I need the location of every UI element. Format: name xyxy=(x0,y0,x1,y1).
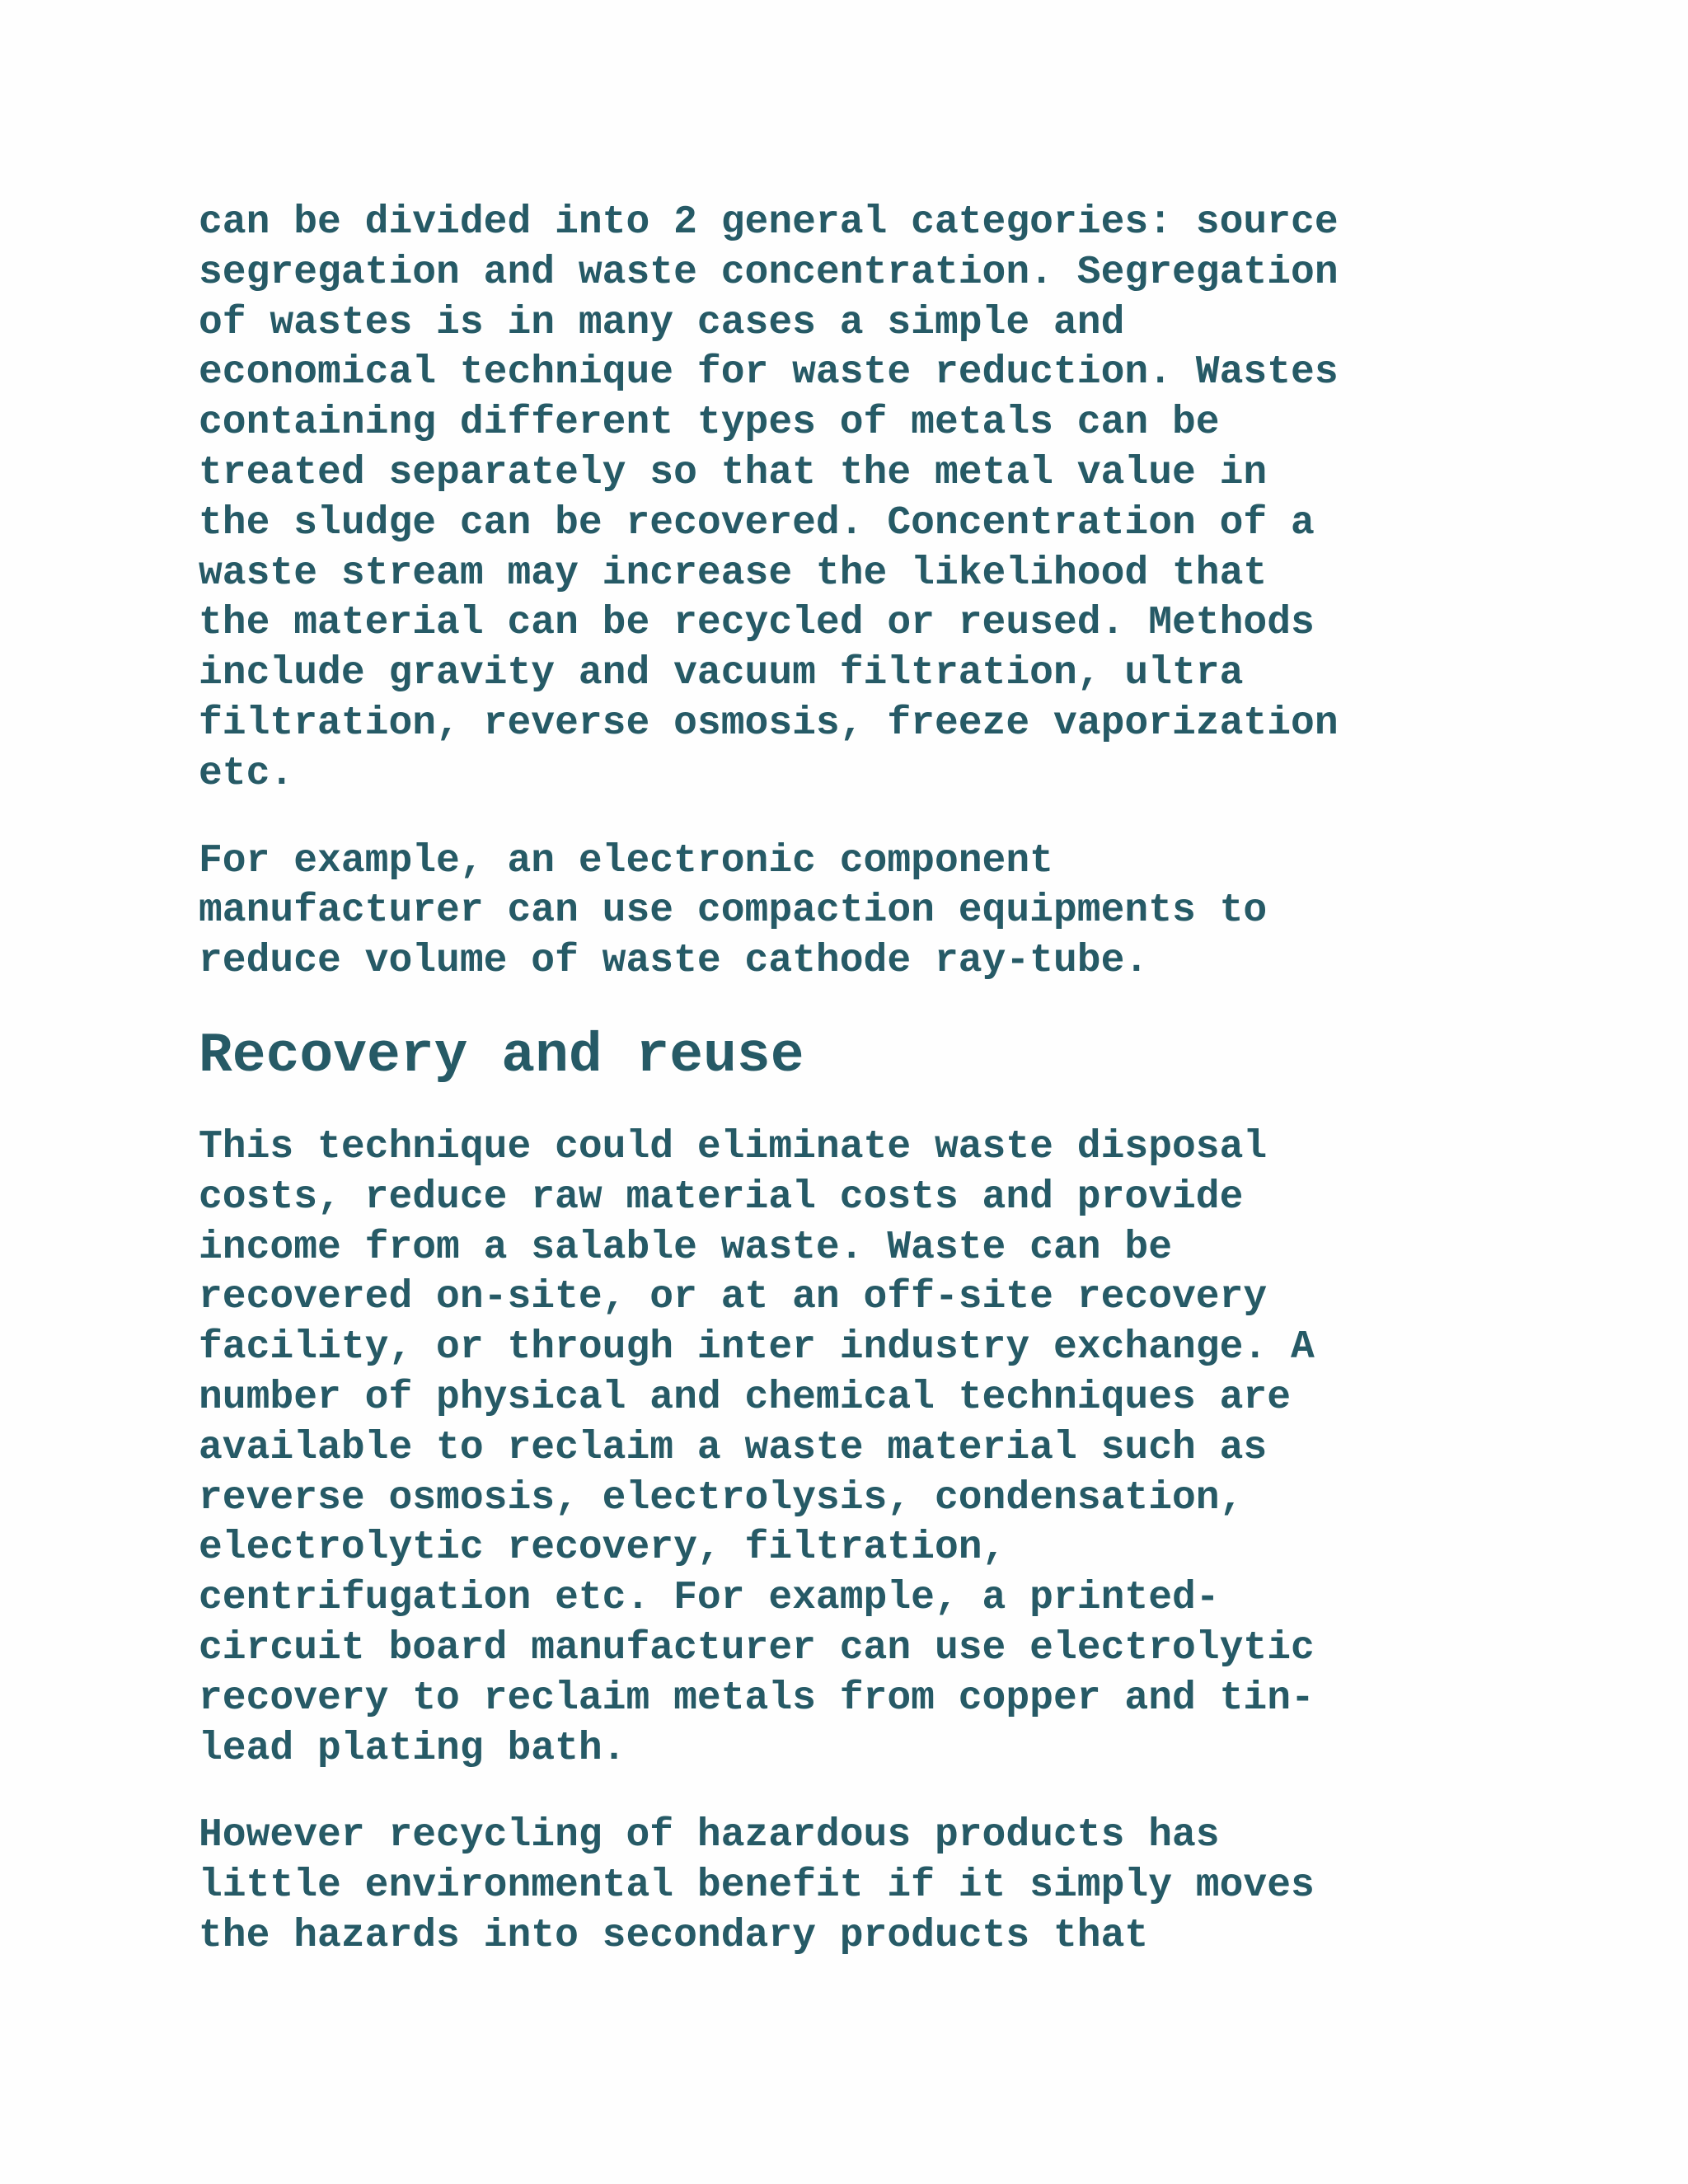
document-page xyxy=(199,198,1484,1961)
paragraph-waste-segregation: can be divided into 2 general categories: source segregation and waste concentration. Segregation of wastes is in many cases a simple and economical technique for waste reduction. Wastes containing different types of metals can be treated separately so that the metal value in the sludge can be recovered. Concentration of a waste stream may increase the likelihood that the material can be recycled or reused. Methods include gravity and vacuum filtration, ultra filtration, reverse osmosis, freeze vaporization etc. xyxy=(199,200,1339,796)
section-heading-recovery-reuse: Recovery and reuse xyxy=(199,1024,804,1088)
paragraph-compaction-example: For example, an electronic component manufacturer can use compaction equipments to reduce volume of waste cathode ray-tube. xyxy=(199,838,1268,984)
paragraph-recycling-hazards: However recycling of hazardous products has little environmental benefit if it simply moves the hazards into secondary products that xyxy=(199,1813,1315,1958)
paragraph-recovery-techniques: This technique could eliminate waste disposal costs, reduce raw material costs and provide income from a salable waste. Waste can be recovered on-site, or at an off-site recovery facility, or through inter industry exchange. A number of physical and chemical techniques are available to reclaim a waste material such as reverse osmosis, electrolysis, condensation, electrolytic recovery, filtration, centrifugation etc. For example, a printed- circuit board manufacturer can use electrolytic recovery to reclaim metals from copper and tin- lead plating bath. xyxy=(199,1124,1315,1771)
